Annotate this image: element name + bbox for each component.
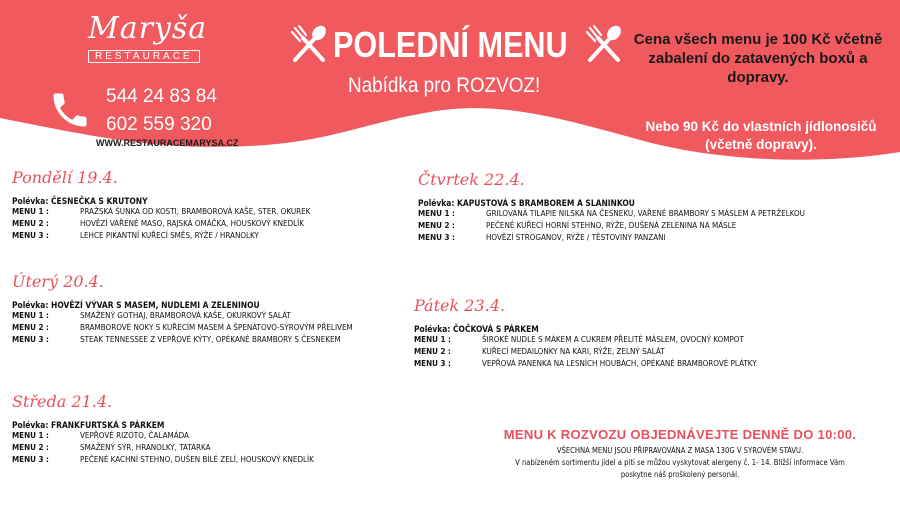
- menu-row: [12, 454, 314, 466]
- menu-label: MENU 1 :: [12, 207, 49, 216]
- menu-row: [12, 430, 314, 442]
- day-name: Středa 21.4.: [12, 392, 113, 411]
- menu-text: KUŘECÍ MEDAILONKY NA KARI, RÝŽE, ZELNÝ SALÁT: [482, 347, 665, 356]
- menu-text: VEPŘOVÉ RIZOTO, ČALAMÁDA: [80, 431, 189, 440]
- menu-text: STEAK TENNESSEE Z VEPŘOVÉ KÝTY, OPÉKANÉ BRAMBORY S ČESNEKEM: [80, 335, 341, 344]
- phone-number-2[interactable]: 602 559 320: [106, 114, 212, 135]
- menu-row: [12, 322, 353, 334]
- menu-label: MENU 2 :: [12, 323, 49, 332]
- logo-script: Maryša: [88, 11, 208, 46]
- price-info: Cena všech menu je 100 Kč včetně zabalení do zatavených boxů a dopravy.: [633, 31, 883, 86]
- menu-text: LEHCE PIKANTNÍ KUŘECÍ SMĚS, RÝŽE / HRANOLKY: [80, 231, 259, 240]
- page-title: POLEDNÍ MENU: [333, 24, 568, 65]
- phone-icon: [48, 88, 92, 132]
- menu-text: PRAŽSKÁ ŠUNKA OD KOSTI, BRAMBOROVÁ KAŠE, STER. OKUREK: [80, 207, 311, 216]
- menu-text: PEČENÉ KACHNÍ STEHNO, DUŠEN BÍLÉ ZELÍ, HOUSKOVÝ KNEDLÍK: [80, 455, 314, 464]
- menu-row: [414, 334, 757, 346]
- menu-text: BRAMBOROVÉ NOKY S KUŘECÍM MASEM A ŠPENÁTOVO-SÝROVÝM PŘELIVEM: [80, 323, 353, 332]
- menu-label: MENU 2 :: [12, 443, 49, 452]
- staff-note: poskytne náš proškolený personál.: [620, 470, 740, 479]
- menu-row: [414, 346, 757, 358]
- day-name: Pátek 23.4.: [414, 296, 505, 315]
- menu-label: MENU 3 :: [12, 455, 49, 464]
- menu-row: [418, 208, 805, 220]
- logo-subtitle: RESTAURACE: [88, 50, 200, 63]
- menu-row: [12, 206, 310, 218]
- day-block-wednesday: [12, 392, 314, 466]
- menu-label: MENU 2 :: [12, 219, 49, 228]
- soup-line: Polévka: FRANKFURTSKÁ S PÁRKEM: [12, 420, 165, 430]
- cutlery-icon: [289, 24, 329, 64]
- menu-row: [12, 334, 353, 346]
- order-info: [480, 427, 880, 481]
- menu-label: MENU 3 :: [12, 231, 49, 240]
- menu-text: SMAŽENÝ SÝR, HRANOLKY, TATARKA: [80, 443, 211, 452]
- soup-line: Polévka: KAPUSTOVÁ S BRAMBOREM A SLANINKOU: [418, 198, 635, 208]
- menu-label: MENU 1 :: [418, 209, 455, 218]
- menu-label: MENU 1 :: [12, 311, 49, 320]
- menu-text: HOVĚZÍ STROGANOV, RÝŽE / TĚSTOVINY PANZANI: [486, 233, 666, 242]
- page-subtitle: Nabídka pro ROZVOZ!: [348, 74, 541, 97]
- restaurant-logo: [88, 11, 208, 63]
- menu-text: SMAŽENÝ GOTHAJ, BRAMBOROVÁ KAŠE, OKURKOVÝ SALÁT: [80, 311, 291, 320]
- soup-line: Polévka: ČESNEČKA S KRUTONY: [12, 196, 148, 206]
- meat-note: VŠECHNA MENU JSOU PŘIPRAVOVÁNA Z MASA 130G V SYROVÉM STAVU.: [556, 446, 804, 455]
- soup-line: Polévka: HOVĚZÍ VÝVAR S MASEM, NUDLEMI A ZELENINOU: [12, 300, 260, 310]
- day-name: Úterý 20.4.: [12, 272, 104, 291]
- cutlery-icon: [584, 24, 624, 64]
- day-block-thursday: [418, 170, 805, 244]
- allergen-note: V nabízeném sortimentu jídel a pití se můžou vyskytovat alergeny č. 1- 14. Bližší informace Vám: [515, 458, 845, 467]
- day-block-tuesday: [12, 272, 353, 346]
- phone-number-1[interactable]: 544 24 83 84: [106, 86, 217, 107]
- menu-text: GRILOVANÁ TILAPIE NILSKÁ NA ČESNEKU, VAŘENÉ BRAMBORY S MÁSLEM A PETRŽELKOU: [486, 209, 805, 218]
- menu-row: [12, 442, 314, 454]
- menu-label: MENU 2 :: [414, 347, 451, 356]
- menu-label: MENU 3 :: [414, 359, 451, 368]
- menu-label: MENU 1 :: [414, 335, 451, 344]
- menu-label: MENU 2 :: [418, 221, 455, 230]
- day-block-friday: [414, 296, 757, 370]
- menu-label: MENU 3 :: [418, 233, 455, 242]
- menu-text: HOVĚZÍ VAŘENÉ MASO, RAJSKÁ OMÁČKA, HOUSKOVÝ KNEDLÍK: [80, 219, 304, 228]
- price-alternative: Nebo 90 Kč do vlastních jídlonosičů (včetně dopravy).: [645, 119, 877, 152]
- menu-label: MENU 1 :: [12, 431, 49, 440]
- menu-text: PEČENÉ KUŘECÍ HORNÍ STEHNO, RÝŽE, DUŠENÁ ZELENINA NA MÁSLE: [486, 221, 737, 230]
- menu-row: [12, 218, 310, 230]
- menu-text: VEPŘOVÁ PANENKA NA LESNÍCH HOUBÁCH, OPÉKANÉ BRAMBOROVÉ PLÁTKY: [482, 359, 757, 368]
- menu-row: [418, 220, 805, 232]
- menu-label: MENU 3 :: [12, 335, 49, 344]
- menu-row: [12, 310, 353, 322]
- order-deadline: MENU K ROZVOZU OBJEDNÁVEJTE DENNĚ DO 10:00.: [503, 427, 857, 442]
- day-name: Pondělí 19.4.: [12, 168, 118, 187]
- menu-row: [12, 230, 310, 242]
- website-link[interactable]: WWW.RESTAURACEMARYSA.CZ: [96, 138, 239, 148]
- menu-row: [414, 358, 757, 370]
- day-block-monday: [12, 168, 310, 242]
- day-name: Čtvrtek 22.4.: [418, 170, 525, 189]
- menu-row: [418, 232, 805, 244]
- soup-line: Polévka: ČOČKOVÁ S PÁRKEM: [414, 324, 539, 334]
- menu-text: ŠIROKÉ NUDLE S MÁKEM A CUKREM PŘELITÉ MÁSLEM, OVOCNÝ KOMPOT: [482, 335, 744, 344]
